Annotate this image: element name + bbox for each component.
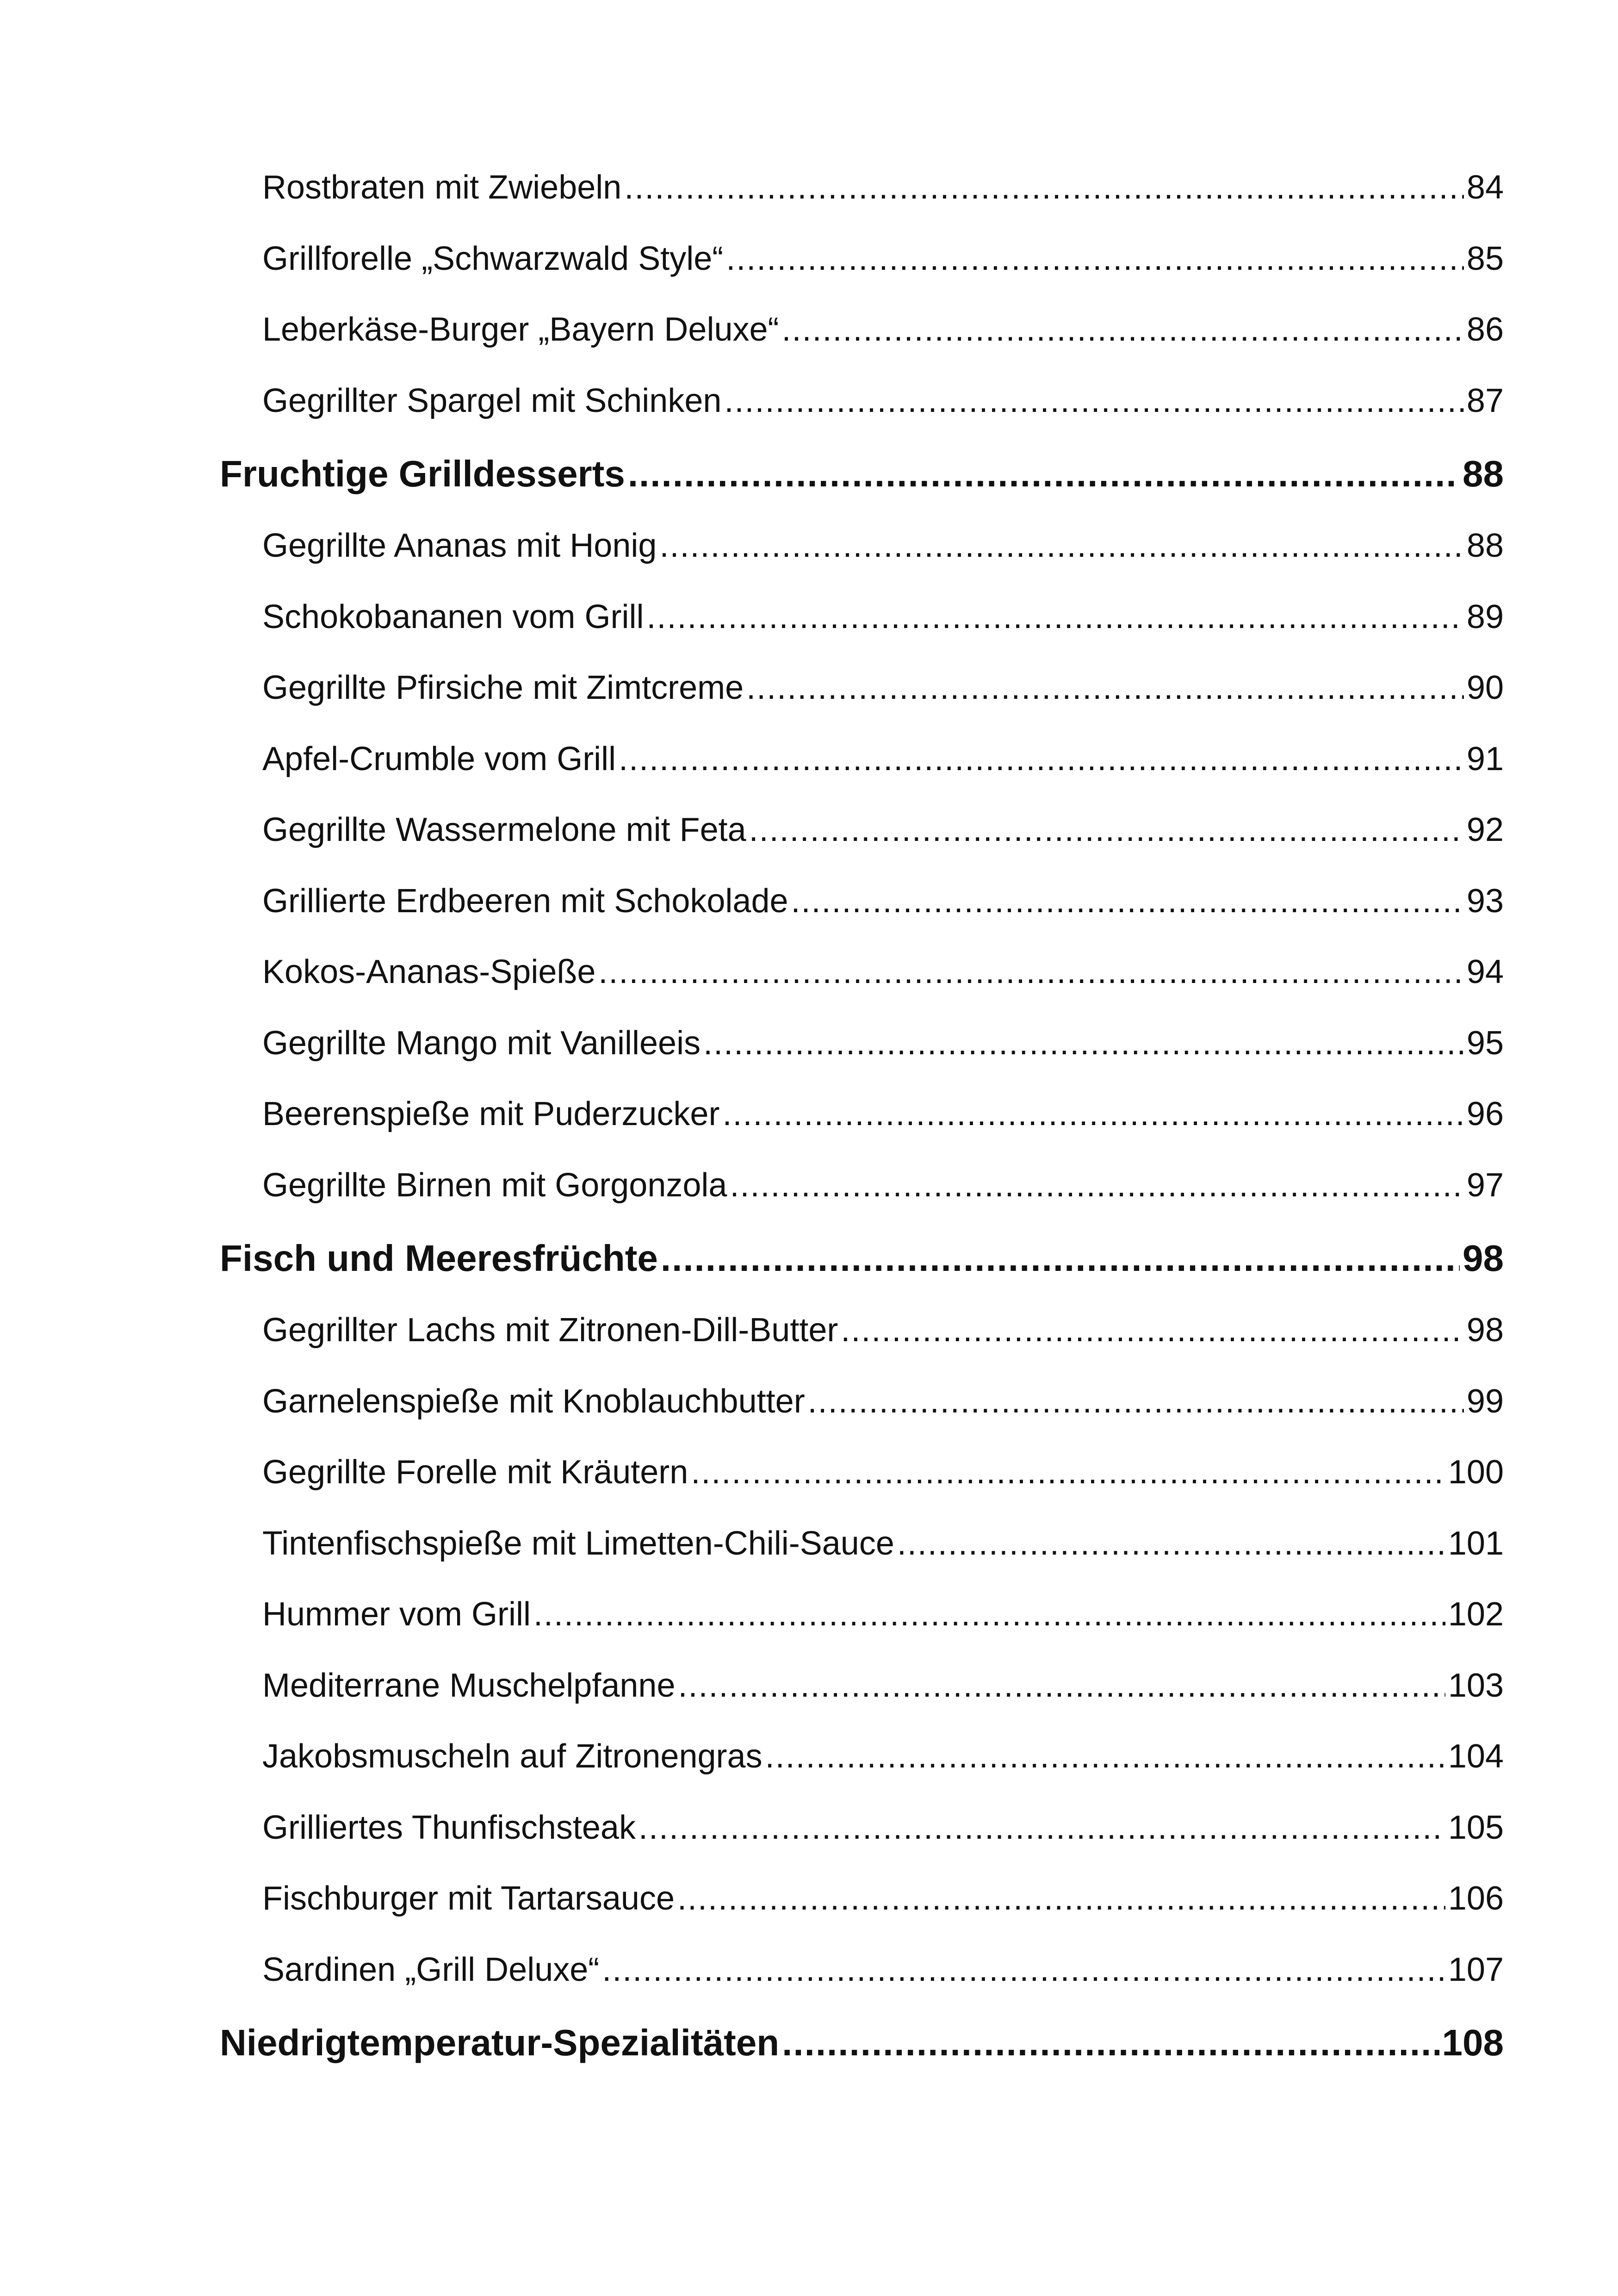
toc-chapter-title: Niedrigtemperatur-Spezialitäten: [220, 2022, 780, 2063]
toc-entry-page: 96: [1466, 1095, 1504, 1132]
dot-leader: [730, 1157, 1463, 1213]
toc-entry-title: Gegrillte Pfirsiche mit Zimtcreme: [262, 669, 744, 706]
dot-leader: [782, 2013, 1439, 2073]
dot-leader: [808, 1374, 1464, 1429]
toc-entry-page: 106: [1448, 1880, 1504, 1917]
toc-entry[interactable]: [220, 1157, 1504, 1229]
toc-entry-title: Gegrillte Wassermelone mit Feta: [262, 811, 746, 848]
toc-entry-title: Grillierte Erdbeeren mit Schokolade: [262, 882, 788, 920]
toc-entry-title: Gegrillter Lachs mit Zitronen-Dill-Butter: [262, 1312, 838, 1349]
toc-entry[interactable]: [220, 802, 1504, 873]
toc-entry[interactable]: [220, 1871, 1504, 1942]
dot-leader: [841, 1302, 1464, 1358]
toc-entry-page: 102: [1448, 1596, 1504, 1633]
toc-entry[interactable]: [220, 1086, 1504, 1157]
toc-entry[interactable]: [220, 1942, 1504, 2013]
dot-leader: [678, 1658, 1445, 1713]
toc-entry-title: Gegrillte Forelle mit Kräutern: [262, 1454, 688, 1491]
dot-leader: [659, 518, 1463, 573]
toc-entry-page: 87: [1466, 382, 1504, 419]
dot-leader: [624, 160, 1464, 215]
toc-entry-page: 92: [1466, 811, 1504, 848]
dot-leader: [765, 1729, 1445, 1784]
toc-entry[interactable]: [220, 1015, 1504, 1087]
toc-entry-page: 91: [1466, 740, 1504, 778]
toc-entry[interactable]: [220, 1800, 1504, 1871]
toc-entry-title: Sardinen „Grill Deluxe“: [262, 1951, 600, 1988]
toc-entry-page: 104: [1448, 1738, 1504, 1775]
toc-entry[interactable]: [220, 518, 1504, 589]
toc-entry-page: 84: [1466, 169, 1504, 206]
table-of-contents: [220, 160, 1504, 2087]
toc-entry-title: Schokobananen vom Grill: [262, 598, 644, 635]
toc-entry-title: Fischburger mit Tartarsauce: [262, 1880, 675, 1917]
toc-entry[interactable]: [220, 944, 1504, 1015]
toc-chapter[interactable]: [220, 444, 1504, 518]
toc-entry-page: 93: [1466, 882, 1504, 920]
toc-entry-page: 94: [1466, 953, 1504, 990]
toc-entry-title: Rostbraten mit Zwiebeln: [262, 169, 622, 206]
dot-leader: [639, 1800, 1445, 1855]
dot-leader: [619, 731, 1464, 787]
toc-entry-page: 90: [1466, 669, 1504, 706]
dot-leader: [703, 1015, 1464, 1071]
dot-leader: [628, 444, 1460, 504]
toc-entry[interactable]: [220, 1658, 1504, 1729]
toc-entry[interactable]: [220, 373, 1504, 444]
toc-entry[interactable]: [220, 160, 1504, 231]
toc-entry-title: Gegrillter Spargel mit Schinken: [262, 382, 722, 419]
dot-leader: [598, 944, 1464, 1000]
toc-entry[interactable]: [220, 1587, 1504, 1658]
dot-leader: [646, 589, 1463, 645]
toc-chapter-page: 108: [1442, 2022, 1504, 2063]
toc-chapter[interactable]: [220, 1228, 1504, 1302]
toc-entry-title: Mediterrane Muschelpfanne: [262, 1667, 676, 1704]
dot-leader: [722, 1086, 1463, 1142]
toc-entry[interactable]: [220, 1516, 1504, 1587]
toc-entry-page: 86: [1466, 311, 1504, 348]
toc-entry-title: Tintenfischspieße mit Limetten-Chili-Sauce: [262, 1524, 894, 1562]
toc-entry[interactable]: [220, 1444, 1504, 1516]
dot-leader: [677, 1871, 1445, 1926]
toc-entry-title: Kokos-Ananas-Spieße: [262, 953, 596, 990]
dot-leader: [897, 1516, 1445, 1571]
toc-entry-page: 98: [1466, 1312, 1504, 1349]
dot-leader: [791, 873, 1464, 929]
dot-leader: [661, 1228, 1460, 1288]
toc-entry-page: 101: [1448, 1524, 1504, 1562]
toc-entry-title: Beerenspieße mit Puderzucker: [262, 1095, 720, 1132]
toc-entry-page: 88: [1466, 527, 1504, 564]
toc-entry[interactable]: [220, 589, 1504, 660]
dot-leader: [724, 373, 1463, 429]
toc-entry[interactable]: [220, 1374, 1504, 1445]
toc-chapter-page: 98: [1463, 1238, 1504, 1279]
toc-entry-title: Apfel-Crumble vom Grill: [262, 740, 616, 778]
toc-entry[interactable]: [220, 660, 1504, 731]
toc-entry-page: 103: [1448, 1667, 1504, 1704]
toc-entry-title: Garnelenspieße mit Knoblauchbutter: [262, 1382, 805, 1420]
dot-leader: [749, 802, 1464, 858]
toc-entry-page: 99: [1466, 1382, 1504, 1420]
toc-entry-page: 105: [1448, 1809, 1504, 1846]
toc-entry-title: Gegrillte Mango mit Vanilleeis: [262, 1024, 701, 1062]
dot-leader: [746, 660, 1464, 716]
toc-entry[interactable]: [220, 231, 1504, 302]
toc-entry-title: Gegrillte Birnen mit Gorgonzola: [262, 1166, 727, 1204]
toc-entry[interactable]: [220, 302, 1504, 373]
toc-entry-title: Jakobsmuscheln auf Zitronengras: [262, 1738, 763, 1775]
toc-entry-page: 97: [1466, 1166, 1504, 1204]
toc-chapter[interactable]: [220, 2013, 1504, 2087]
toc-entry[interactable]: [220, 1729, 1504, 1800]
toc-entry[interactable]: [220, 731, 1504, 803]
dot-leader: [602, 1942, 1445, 1997]
toc-entry-title: Leberkäse-Burger „Bayern Deluxe“: [262, 311, 779, 348]
toc-entry-page: 107: [1448, 1951, 1504, 1988]
toc-entry-page: 95: [1466, 1024, 1504, 1062]
dot-leader: [533, 1587, 1445, 1642]
toc-entry[interactable]: [220, 1302, 1504, 1374]
toc-entry-title: Grilliertes Thunfischsteak: [262, 1809, 636, 1846]
toc-entry-title: Hummer vom Grill: [262, 1596, 531, 1633]
toc-entry-page: 89: [1466, 598, 1504, 635]
dot-leader: [726, 231, 1464, 286]
dot-leader: [691, 1444, 1445, 1500]
toc-entry-page: 85: [1466, 240, 1504, 277]
toc-entry[interactable]: [220, 873, 1504, 945]
dot-leader: [782, 302, 1464, 357]
toc-chapter-title: Fisch und Meeresfrüchte: [220, 1238, 658, 1279]
toc-chapter-title: Fruchtige Grilldesserts: [220, 453, 625, 494]
toc-entry-page: 100: [1448, 1454, 1504, 1491]
toc-entry-title: Gegrillte Ananas mit Honig: [262, 527, 657, 564]
toc-chapter-page: 88: [1463, 453, 1504, 494]
toc-entry-title: Grillforelle „Schwarzwald Style“: [262, 240, 724, 277]
